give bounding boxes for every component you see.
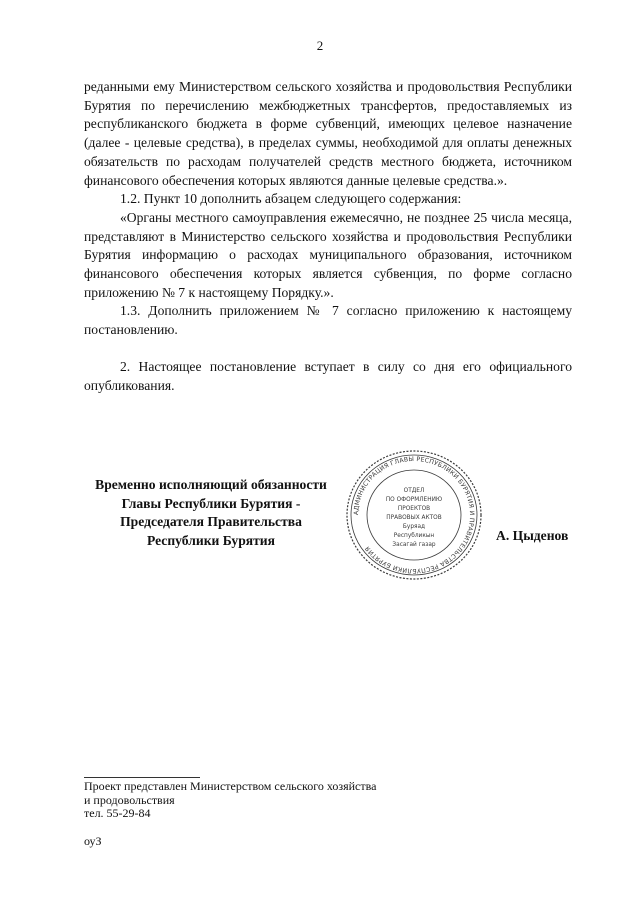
seal-center-text	[386, 488, 442, 548]
seal-line: ПРОЕКТОВ	[397, 506, 431, 512]
paragraph-item-1-3: 1.3. Дополнить приложением № 7 согласно приложению к настоящему постановлению.	[84, 303, 572, 338]
seal-line: ПО ОФОРМЛЕНИЮ	[385, 497, 443, 503]
signatory-name: А. Цыденов	[496, 528, 569, 543]
document-body	[84, 78, 572, 395]
seal-line: ОТДЕЛ	[403, 488, 425, 494]
seal-ring-textpath: АДМИНИСТРАЦИЯ ГЛАВЫ РЕСПУБЛИКИ БУРЯТИЯ И ПРАВИТЕЛЬСТВА РЕСПУБЛИКИ БУРЯТИЯ	[352, 455, 476, 575]
signatory-position-line: Временно исполняющий обязанности	[95, 477, 327, 492]
seal-line: Засагай газар	[392, 542, 436, 548]
signatory-position-line: Республики Бурятия	[146, 532, 275, 548]
footer-note	[84, 780, 444, 848]
signatory-position	[82, 476, 340, 550]
paragraph-item-2: 2. Настоящее постановление вступает в силу со дня его официального опубликования.	[84, 358, 572, 393]
footer-line: Проект представлен Министерством сельского хозяйства	[84, 779, 377, 793]
seal-line: Республикын	[393, 533, 435, 539]
paragraph-quote: «Органы местного самоуправления ежемесячно, не позднее 25 числа месяца, представляют в Министерство сельского хозяйства и продовольствия Республики Бурятия информацию о расходах муниципального образования, источником финансового обеспечения которых является субвенция, по форме согласно приложению № 7 к настоящему Порядку.».	[84, 209, 572, 300]
paragraph-item-1-2: 1.2. Пункт 10 дополнить абзацем следующего содержания:	[120, 191, 462, 207]
signatory-position-line: Председателя Правительства	[120, 514, 302, 529]
paragraph-continuation: реданными ему Министерством сельского хозяйства и продовольствия Республики Бурятия по перечислению межбюджетных трансфертов, предоставляемых из республиканского бюджета в форме субвенций, имеющих целевое назначение (далее - целевые средства), в пределах суммы, необходимой для оплаты денежных обязательств по расходам получателей средств местного бюджета, источником финансового обеспечения которых являются данные целевые средства.».	[84, 79, 572, 188]
seal-line: Буряад	[402, 524, 426, 530]
footer-code: оуЗ	[84, 833, 102, 848]
page-number: 2	[316, 38, 324, 53]
signatory-position-line: Главы Республики Бурятия -	[121, 495, 301, 511]
seal-line: ПРАВОВЫХ АКТОВ	[386, 515, 442, 521]
footer-line: и продовольствия	[84, 792, 175, 807]
footer-divider	[84, 777, 200, 778]
footer-phone: тел. 55-29-84	[84, 806, 151, 821]
official-seal-stamp	[344, 448, 484, 582]
